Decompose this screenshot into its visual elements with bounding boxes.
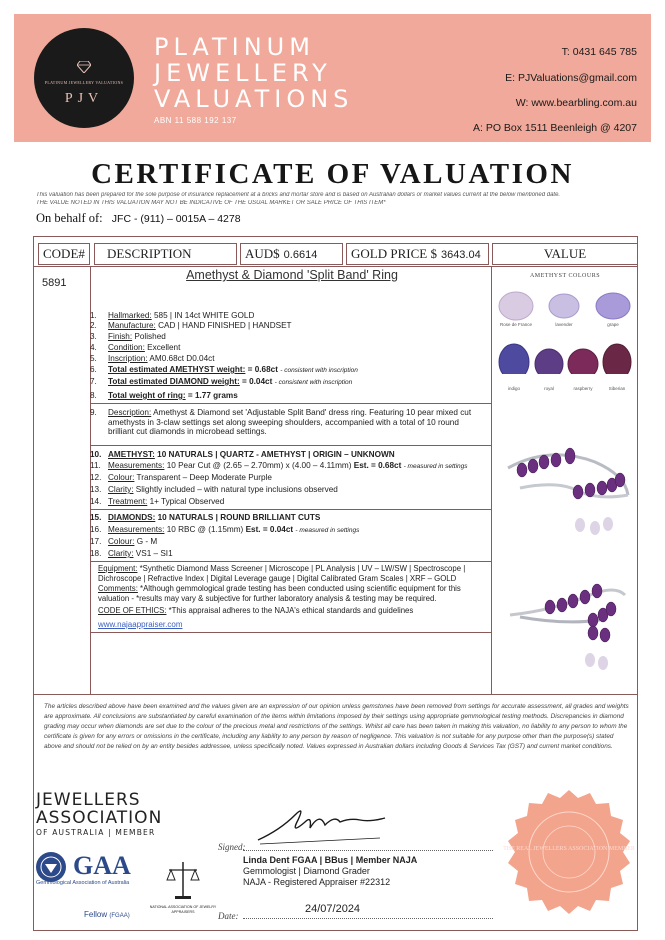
item-18: 18. Clarity: VS1 – SI1 <box>90 549 173 558</box>
ethics-label: CODE OF ETHICS: <box>98 606 167 615</box>
brand-line-3: VALUATIONS <box>154 85 354 113</box>
raspberry-gem <box>568 349 598 374</box>
item-1-label: Hallmarked: <box>108 311 152 320</box>
item-12-value: Transparent – Deep Moderate Purple <box>136 473 272 482</box>
aud-header <box>240 243 343 265</box>
gaa-fellow <box>84 910 130 919</box>
item-16-value: 10 RBC @ (1.15mm) <box>166 525 244 534</box>
contact-website: W: www.bearbling.com.au <box>515 97 637 109</box>
on-behalf-of <box>36 211 241 226</box>
item-11-label: Measurements: <box>108 461 165 470</box>
lavender-gem <box>549 294 579 318</box>
equipment-label: Equipment: <box>98 564 138 573</box>
item-13-value: Slightly included – with natural type inclusions observed <box>135 485 338 494</box>
item-7-label: Total estimated DIAMOND weight: <box>108 377 240 386</box>
item-code: 5891 <box>42 277 67 289</box>
row-divider <box>91 632 491 633</box>
amethyst-colours-title: AMETHYST COLOURS <box>529 273 601 279</box>
row-divider <box>91 509 491 510</box>
item-2-value: CAD | HAND FINISHED | HANDSET <box>158 321 292 330</box>
item-8: 8. Total weight of ring: = 1.77 grams <box>90 391 238 400</box>
item-10-value: 10 NATURALS | QUARTZ - AMETHYST | ORIGIN – UNKNOWN <box>157 450 395 459</box>
item-12-label: Colour: <box>108 473 135 482</box>
equipment-text <box>98 564 493 583</box>
abn-text: ABN 11 588 192 137 <box>154 116 237 125</box>
item-2-label: Manufacture: <box>108 321 156 330</box>
item-18-value: VS1 – SI1 <box>135 549 173 558</box>
date-label: Date: <box>218 911 239 921</box>
gold-price-label: GOLD PRICE $ <box>351 246 437 261</box>
ja-logo-line-3: OF AUSTRALIA | MEMBER <box>36 828 156 837</box>
gold-price-header <box>346 243 489 265</box>
item-title: Amethyst & Diamond 'Split Band' Ring <box>186 268 398 282</box>
comments-text <box>98 584 493 603</box>
item-7-note: - consistent with inscription <box>274 379 353 386</box>
aud-value: 0.6614 <box>283 249 318 261</box>
value-column-divider <box>491 266 492 694</box>
date-line <box>243 918 493 919</box>
seal-stamp <box>500 788 638 926</box>
item-11-note: - measured in settings <box>403 463 468 470</box>
disclaimer-line-2: THE VALUE NOTED IN THIS VALUATION MAY NOT BE INDICATIVE OF THE USUAL MARKET OR SALE PRICE OF THIS ITEM* <box>36 200 386 206</box>
item-15: 15. DIAMONDS: 10 NATURALS | ROUND BRILLIANT CUTS <box>90 513 321 522</box>
naja-website-link[interactable]: www.najaappraiser.com <box>98 620 183 629</box>
item-6: 6. Total estimated AMETHYST weight: = 0.68ct - consistent with inscription <box>90 365 358 374</box>
item-3-label: Finish: <box>108 332 133 341</box>
gem-label-raspberry: raspberry <box>573 386 593 391</box>
gem-label-lavender: lavender <box>555 322 573 327</box>
comments-value: *Although gemmological grade testing has been conducted using scientific equipment for this valuation - *results may vary & subjective for further laboratory analysis & testing may be required. <box>98 584 461 603</box>
item-7: 7. Total estimated DIAMOND weight: = 0.04ct - consistent with inscription <box>90 377 353 386</box>
item-17-value: G - M <box>136 537 158 546</box>
item-1: 1. Hallmarked: 585 | IN 14ct WHITE GOLD <box>90 311 255 320</box>
item-13-label: Clarity: <box>108 485 134 494</box>
item-17: 17. Colour: G - M <box>90 537 158 546</box>
gaa-fellow-suffix: (FGAA) <box>109 913 130 919</box>
gem-label-grape: grape <box>607 322 619 327</box>
gaa-fellow-label: Fellow <box>84 910 108 919</box>
item-5-label: Inscription: <box>108 354 148 363</box>
naja-text: NATIONAL ASSOCIATION OF JEWELRY APPRAISERS <box>149 905 217 914</box>
item-16-note: - measured in settings <box>295 527 360 534</box>
bottom-disclaimer: The articles described above have been examined and the values given are an expression of our opinion unless gemstones have been removed from settings for accurate assessment, all grades and weights are approximate. All conclusions are substantiated by careful examination of the items within limitations imposed by their settings using appropriate gemmological testing methods. Discrepancies in diamond grading may occur when diamonds are set due to the colour of the precious metal and restrictions of the settings. Whilst all care has been taken in making this valuation, no liability to any person to whom the certificate is given for any errors or omissions in the certificate, including any liability to any person by reason of negligence. This valuation is not suitable for any purpose other than the purpose(s) stated above and should not be relied on by an entity besides addressee, unless specifically noted. Values expressed in Australian dollars including Goods & Services Tax (GST) and current market conditions. <box>44 703 629 750</box>
item-8-label: Total weight of ring: <box>108 391 186 400</box>
item-10-label: AMETHYST: <box>108 450 155 459</box>
item-8-value: = 1.77 grams <box>187 391 238 400</box>
description-header: DESCRIPTION <box>94 243 237 265</box>
item-16: 16. Measurements: 10 RBC @ (1.15mm) Est. = 0.04ct - measured in settings <box>90 525 360 534</box>
disclaimer-line-1: This valuation has been prepared for the sole purpose of insurance replacement at a bricks and mortar store and is based on Australian dollars or market values current at the below mentioned date. <box>36 192 561 198</box>
item-14-label: Treatment: <box>108 497 148 506</box>
contact-address: A: PO Box 1511 Beenleigh @ 4207 <box>473 122 637 134</box>
signer-name: Linda Dent FGAA | BBus | Member NAJA <box>243 855 418 865</box>
royal-gem <box>535 349 563 374</box>
signature-line <box>243 850 493 851</box>
item-7-value: = 0.04ct <box>242 377 273 386</box>
gem-label-indigo: indigo <box>507 386 520 391</box>
behalf-value: JFC - (911) – 0015A – 4278 <box>111 213 241 225</box>
contact-phone: T: 0431 645 785 <box>561 46 637 58</box>
aud-label: AUD$ <box>245 246 280 261</box>
item-9-value: Amethyst & Diamond set 'Adjustable Split Band' dress ring. Featuring 10 pear mixed cut amethysts in 3-claw settings set along sweeping shoulders, accompanied with a total of 10 round brilliant cut diamonds in microbead settings. <box>108 408 472 436</box>
item-5: 5. Inscription: AM0.68ct D0.04ct <box>90 354 215 363</box>
gem-label-royal: royal <box>544 386 554 391</box>
item-9: 9. Description: Amethyst & Diamond set 'Adjustable Split Band' dress ring. Featuring 10 pear mixed cut amethysts in 3-claw settings set along sweeping shoulders, accompanied with a total of 10 round brilliant cut diamonds in microbead settings. <box>90 408 472 436</box>
item-16-label: Measurements: <box>108 525 165 534</box>
ja-logo-line-2: ASSOCIATION <box>36 808 163 828</box>
item-18-label: Clarity: <box>108 549 134 558</box>
item-15-value: 10 NATURALS | ROUND BRILLIANT CUTS <box>157 513 321 522</box>
item-11: 11. Measurements: 10 Pear Cut @ (2.65 – 2.70mm) x (4.00 – 4.11mm) Est. = 0.68ct - measured in settings <box>90 461 468 470</box>
item-13: 13. Clarity: Slightly included – with natural type inclusions observed <box>90 485 338 494</box>
ring-photo-top <box>500 440 635 545</box>
gaa-subtitle: Gemmological Association of Australia <box>36 880 130 886</box>
logo-small-text: PLATINUM JEWELLERY VALUATIONS <box>44 80 124 85</box>
gem-label-rose-de-france: Rose de France <box>499 322 533 327</box>
item-2: 2. Manufacture: CAD | HAND FINISHED | HANDSET <box>90 321 292 330</box>
code-header: CODE# <box>38 243 90 265</box>
value-header: VALUE <box>492 243 638 265</box>
row-divider <box>91 445 491 446</box>
certificate-title: CERTIFICATE OF VALUATION <box>91 158 574 190</box>
brand-line-1: PLATINUM <box>154 33 315 61</box>
gaa-globe-icon <box>34 851 68 883</box>
gem-label-siberian: Siberian <box>608 386 626 391</box>
brand-line-2: JEWELLERY <box>154 59 332 87</box>
item-4: 4. Condition: Excellent <box>90 343 181 352</box>
item-5-value: AM0.68ct D0.04ct <box>149 354 215 363</box>
ja-logo-line-1: JEWELLERS <box>36 790 141 810</box>
comments-label: Comments: <box>98 584 138 593</box>
item-6-value: = 0.68ct <box>247 365 278 374</box>
logo-initials: PJV <box>64 91 104 106</box>
header-banner <box>14 14 651 142</box>
signature <box>250 800 390 845</box>
item-3-value: Polished <box>134 332 166 341</box>
signed-label: Signed: <box>218 842 246 852</box>
item-11-value: 10 Pear Cut @ (2.65 – 2.70mm) x (4.00 – 4.11mm) <box>166 461 352 470</box>
company-logo <box>34 28 134 128</box>
contact-email: E: PJValuations@gmail.com <box>505 72 637 84</box>
date-value: 24/07/2024 <box>305 903 361 915</box>
item-14-value: 1+ Typical Observed <box>149 497 225 506</box>
rose-de-france-gem <box>499 292 533 320</box>
item-6-note: - consistent with inscription <box>280 367 358 374</box>
item-10: 10. AMETHYST: 10 NATURALS | QUARTZ - AMETHYST | ORIGIN – UNKNOWN <box>90 450 395 459</box>
item-4-label: Condition: <box>108 343 145 352</box>
gold-price-value: 3643.04 <box>440 249 481 261</box>
indigo-gem <box>499 344 529 374</box>
signer-title-1: Gemmologist | Diamond Grader <box>243 866 370 876</box>
item-9-label: Description: <box>108 408 152 417</box>
ethics-value: *This appraisal adheres to the NAJA's ethical standards and guidelines <box>168 606 414 615</box>
item-6-label: Total estimated AMETHYST weight: <box>108 365 246 374</box>
row-divider <box>91 403 491 404</box>
amethyst-colours-chart <box>496 284 636 374</box>
item-16-estimate: Est. = 0.04ct <box>245 525 294 534</box>
equipment-value: *Synthetic Diamond Mass Screener | Microscope | PL Analysis | UV – LW/SW | Spectroscope | Dichroscope | Refractive Index | Digital Leverage gauge | Digital Calibrated Gram Scales | XRF – GOLD <box>98 564 466 583</box>
diamond-icon <box>77 61 91 73</box>
header-row-divider <box>34 266 637 267</box>
item-1-value: 585 | IN 14ct WHITE GOLD <box>153 311 255 320</box>
row-divider <box>91 561 491 562</box>
item-11-estimate: Est. = 0.68ct <box>353 461 402 470</box>
behalf-label: On behalf of: <box>36 211 103 225</box>
naja-scales-icon <box>165 860 201 902</box>
item-14: 14. Treatment: 1+ Typical Observed <box>90 497 225 506</box>
gaa-logo-text: GAA <box>73 851 131 880</box>
signer-title-2: NAJA - Registered Appraiser #22312 <box>243 877 391 887</box>
body-bottom-divider <box>34 694 637 695</box>
grape-gem <box>596 293 630 319</box>
siberian-gem <box>603 344 631 374</box>
ring-photo-bottom <box>505 575 635 680</box>
item-3: 3. Finish: Polished <box>90 332 166 341</box>
ethics-text <box>98 606 493 616</box>
item-4-value: Excellent <box>147 343 181 352</box>
seal-text: THE REAL JEWELLERS ASSOCIATION MEMBER <box>503 846 635 852</box>
item-15-label: DIAMONDS: <box>108 513 156 522</box>
item-17-label: Colour: <box>108 537 135 546</box>
item-12: 12. Colour: Transparent – Deep Moderate Purple <box>90 473 272 482</box>
